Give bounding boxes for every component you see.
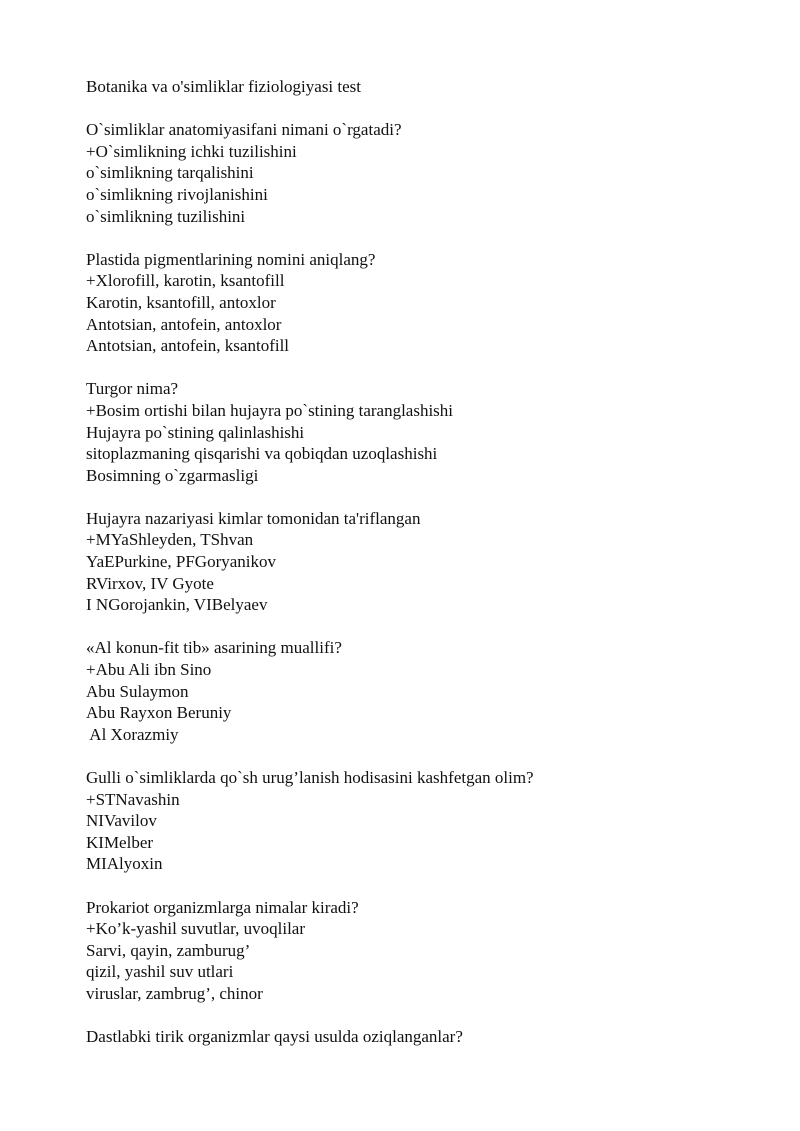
question-block-8 xyxy=(86,1026,800,1048)
question-block-4 xyxy=(86,508,800,616)
question-text: Turgor nima? xyxy=(86,379,179,399)
answer-option-correct: +Bosim ortishi bilan hujayra po`stining taranglashishi xyxy=(86,400,454,420)
question-text: Plastida pigmentlarining nomini aniqlang? xyxy=(86,249,376,269)
question-text: Prokariot organizmlarga nimalar kiradi? xyxy=(86,897,359,917)
question-text: Hujayra nazariyasi kimlar tomonidan ta'riflangan xyxy=(86,508,421,528)
answer-option: YaEPurkine, PFGoryanikov xyxy=(86,552,277,572)
answer-option-correct: +Ko’k-yashil suvutlar, uvoqlilar xyxy=(86,919,306,939)
answer-option: Antotsian, antofein, ksantofill xyxy=(86,336,290,356)
answer-option: I NGorojankin, VIBelyaev xyxy=(86,595,268,615)
answer-option: sitoplazmaning qisqarishi va qobiqdan uzoqlashishi xyxy=(86,444,438,464)
document-title: Botanika va o'simliklar fiziologiyasi test xyxy=(86,77,362,96)
answer-option: o`simlikning tarqalishini xyxy=(86,163,254,183)
question-text: Dastlabki tirik organizmlar qaysi usulda oziqlanganlar? xyxy=(86,1027,463,1047)
answer-option-correct: +Xlorofill, karotin, ksantofill xyxy=(86,271,285,291)
answer-option: Al Xorazmiy xyxy=(86,724,179,744)
answer-option-correct: +STNavashin xyxy=(86,789,180,809)
answer-option: o`simlikning rivojlanishini xyxy=(86,184,268,204)
answer-option: viruslar, zambrug’, chinor xyxy=(86,983,263,1003)
question-block-3 xyxy=(86,378,800,486)
question-block-6 xyxy=(86,767,800,875)
answer-option: RVirxov, IV Gyote xyxy=(86,573,214,593)
answer-option: Bosimning o`zgarmasligi xyxy=(86,465,259,485)
question-block-7 xyxy=(86,897,800,1005)
answer-option-correct: +Abu Ali ibn Sino xyxy=(86,660,212,680)
answer-option: o`simlikning tuzilishini xyxy=(86,206,246,226)
answer-option: Abu Sulaymon xyxy=(86,681,189,701)
answer-option: MIAlyoxin xyxy=(86,854,163,874)
answer-option: KIMelber xyxy=(86,832,154,852)
question-text: O`simliklar anatomiyasifani nimani o`rgatadi? xyxy=(86,120,402,140)
answer-option: Sarvi, qayin, zamburug’ xyxy=(86,940,251,960)
question-text: Gulli o`simliklarda qo`sh urug’lanish hodisasini kashfetgan olim? xyxy=(86,768,534,787)
answer-option: Karotin, ksantofill, antoxlor xyxy=(86,292,276,312)
question-block-5 xyxy=(86,637,800,745)
answer-option: qizil, yashil suv utlari xyxy=(86,962,234,982)
question-block-1 xyxy=(86,119,800,227)
answer-option: Antotsian, antofein, antoxlor xyxy=(86,314,282,334)
question-block-2 xyxy=(86,249,800,357)
answer-option: Hujayra po`stining qalinlashishi xyxy=(86,422,305,442)
answer-option-correct: +O`simlikning ichki tuzilishini xyxy=(86,141,297,161)
answer-option: NIVavilov xyxy=(86,811,157,831)
question-text: «Al konun-fit tib» asarining muallifi? xyxy=(86,638,342,658)
answer-option-correct: +MYaShleyden, TShvan xyxy=(86,530,254,550)
answer-option: Abu Rayxon Beruniy xyxy=(86,703,232,723)
